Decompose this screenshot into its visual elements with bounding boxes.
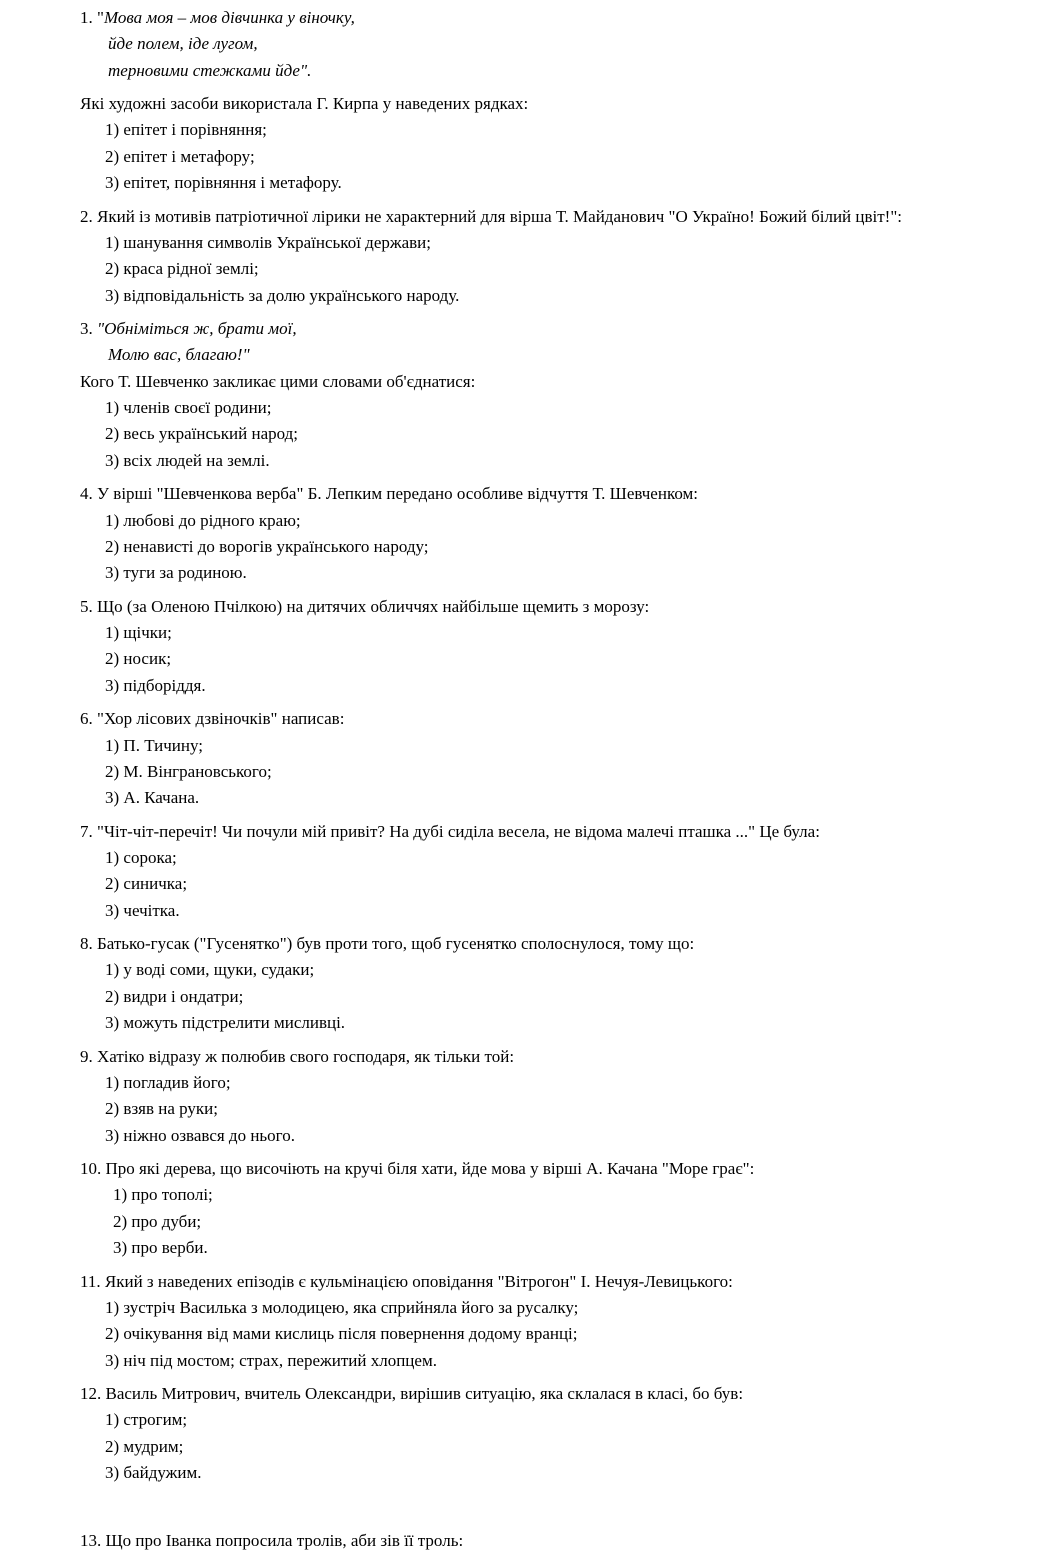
- question-7-text: 7. "Чіт-чіт-перечіт! Чи почули мій привіт? На дубі сиділа весела, не відома малечі пташка ..." Це була:: [80, 821, 820, 841]
- question-10-option-1: 1) про тополі;: [113, 1185, 213, 1205]
- question-9-option-3: 3) ніжно озвався до нього.: [105, 1125, 295, 1145]
- question-3-quote-line-2: Молю вас, благаю!": [108, 345, 250, 365]
- question-8-option-2: 2) видри і ондатри;: [105, 986, 244, 1006]
- question-9-option-2: 2) взяв на руки;: [105, 1099, 218, 1119]
- question-10: [80, 1156, 980, 1261]
- question-4-option-2: 2) ненависті до ворогів українського народу;: [105, 536, 429, 556]
- question-5-text: 5. Що (за Оленою Пчілкою) на дитячих обличчях найбільше щемить з морозу:: [80, 596, 650, 616]
- question-6-text: 6. "Хор лісових дзвіночків" написав:: [80, 709, 345, 729]
- question-5: [80, 594, 980, 699]
- question-1: [80, 5, 980, 196]
- question-2-option-3: 3) відповідальність за долю українського народу.: [105, 285, 460, 305]
- question-3-option-1: 1) членів своєї родини;: [105, 398, 272, 418]
- question-9-text: 9. Хатіко відразу ж полюбив свого господаря, як тільки той:: [80, 1046, 515, 1066]
- question-11-option-1: 1) зустріч Василька з молодицею, яка сприйняла його за русалку;: [105, 1297, 579, 1317]
- question-1-number: 1. ": [80, 8, 104, 27]
- question-3-quote-line-1: "Обніміться ж, брати мої,: [97, 319, 297, 339]
- question-8-option-1: 1) у воді соми, щуки, судаки;: [105, 960, 315, 980]
- question-2-option-2: 2) краса рідної землі;: [105, 259, 259, 279]
- quiz-document: [80, 5, 980, 1486]
- question-6-option-3: 3) А. Качана.: [105, 788, 200, 808]
- question-1-option-1: 1) епітет і порівняння;: [105, 120, 267, 140]
- question-8-option-3: 3) можуть підстрелити мисливці.: [105, 1013, 346, 1033]
- question-1-option-3: 3) епітет, порівняння і метафору.: [105, 173, 342, 193]
- question-3-option-3: 3) всіх людей на землі.: [105, 450, 270, 470]
- question-12-option-1: 1) строгим;: [105, 1410, 188, 1430]
- question-8-text: 8. Батько-гусак ("Гусенятко") був проти того, щоб гусенятко сполоснулося, тому що:: [80, 934, 695, 954]
- question-1-quote-line-3: терновими стежками йде".: [108, 60, 312, 80]
- question-5-option-3: 3) підборіддя.: [105, 675, 206, 695]
- question-10-option-2: 2) про дуби;: [113, 1211, 202, 1231]
- question-11-option-2: 2) очікування від мами кислиць після повернення додому вранці;: [105, 1324, 578, 1344]
- question-7-option-3: 3) чечітка.: [105, 900, 180, 920]
- question-10-option-3: 3) про верби.: [113, 1238, 208, 1258]
- question-6: [80, 706, 980, 811]
- question-9-option-1: 1) погладив його;: [105, 1072, 231, 1092]
- question-8: [80, 931, 980, 1036]
- question-1-option-2: 2) епітет і метафору;: [105, 146, 255, 166]
- question-13-text: 13. Що про Іванка попросила тролів, аби зів її троль:: [80, 1531, 464, 1550]
- question-3: [80, 316, 980, 474]
- question-11: [80, 1269, 980, 1374]
- question-4-option-1: 1) любові до рідного краю;: [105, 510, 301, 530]
- question-5-option-1: 1) щічки;: [105, 623, 172, 643]
- question-4: [80, 481, 980, 586]
- question-6-option-2: 2) М. Вінграновського;: [105, 761, 272, 781]
- question-2: [80, 204, 980, 309]
- question-3-text: Кого Т. Шевченко закликає цими словами об'єднатися:: [80, 371, 476, 391]
- question-12-text: 12. Василь Митрович, вчитель Олександри, вирішив ситуацію, яка склалася в класі, бо був:: [80, 1384, 744, 1404]
- question-1-text: Які художні засоби використала Г. Кирпа у наведених рядках:: [80, 94, 529, 114]
- question-2-option-1: 1) шанування символів Української держави;: [105, 232, 431, 252]
- question-1-quote-line-2: йде полем, іде лугом,: [108, 34, 258, 54]
- question-9: [80, 1044, 980, 1149]
- question-4-text: 4. У вірші "Шевченкова верба" Б. Лепким передано особливе відчуття Т. Шевченком:: [80, 484, 699, 504]
- question-2-text: 2. Який із мотивів патріотичної лірики не характерний для вірша Т. Майданович "О Україно! Божий білий цвіт!":: [80, 206, 903, 226]
- question-5-option-2: 2) носик;: [105, 649, 172, 669]
- question-6-option-1: 1) П. Тичину;: [105, 735, 203, 755]
- question-11-option-3: 3) ніч під мостом; страх, пережитий хлопцем.: [105, 1350, 437, 1370]
- question-12: [80, 1381, 980, 1486]
- question-10-text: 10. Про які дерева, що височіють на кручі біля хати, йде мова у вірші А. Качана "Море грає":: [80, 1159, 755, 1179]
- question-11-text: 11. Який з наведених епізодів є кульмінацією оповідання "Вітрогон" І. Нечуя-Левицького:: [80, 1271, 733, 1291]
- question-7-option-2: 2) синичка;: [105, 874, 188, 894]
- question-1-quote-line-1: Мова моя – мов дівчинка у віночку,: [103, 8, 355, 27]
- question-3-number: 3.: [80, 319, 97, 339]
- question-12-option-2: 2) мудрим;: [105, 1436, 184, 1456]
- question-7: [80, 819, 980, 924]
- question-7-option-1: 1) сорока;: [105, 847, 177, 867]
- question-12-option-3: 3) байдужим.: [105, 1463, 202, 1482]
- question-3-option-2: 2) весь український народ;: [105, 424, 299, 444]
- question-4-option-3: 3) туги за родиною.: [105, 563, 247, 583]
